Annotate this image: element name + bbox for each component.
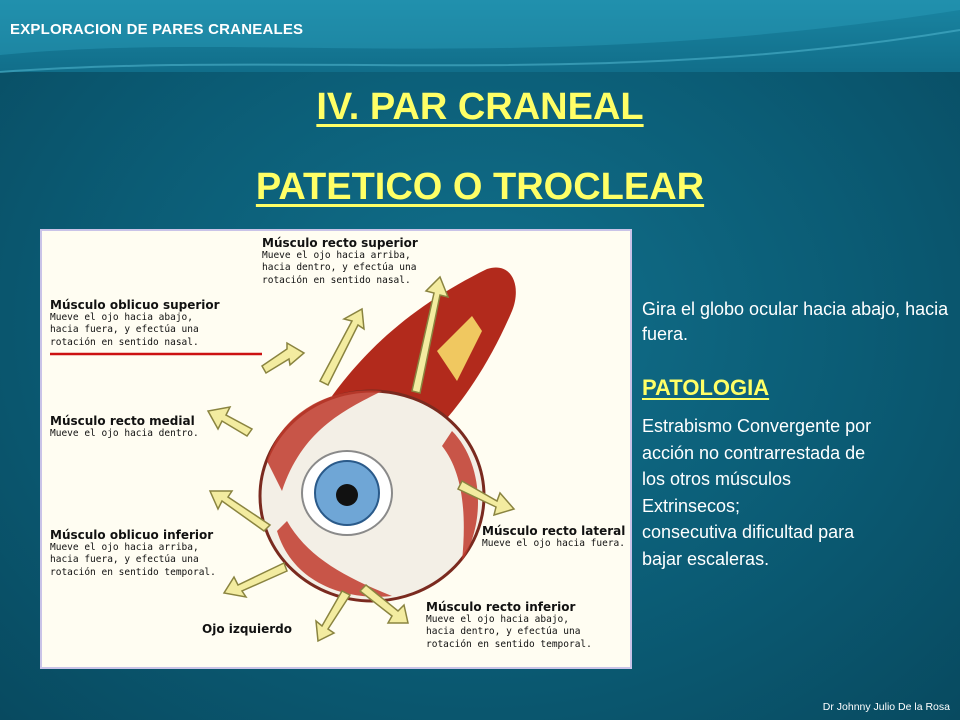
label-desc: Mueve el ojo hacia abajo, hacia dentro, y efectúa una rotación en sentido temporal.	[426, 613, 592, 650]
label-ojo-izquierdo: Ojo izquierdo	[202, 622, 292, 636]
label-oblicuo-superior	[50, 299, 220, 349]
label-name: Músculo recto medial	[50, 414, 195, 428]
patologia-line: Estrabismo Convergente por	[642, 416, 872, 436]
arrow-oblique-sup	[262, 343, 304, 373]
page-subtitle: PATETICO O TROCLEAR	[255, 166, 705, 208]
label-desc: Mueve el ojo hacia fuera.	[482, 537, 625, 549]
patologia-body	[642, 413, 952, 572]
label-name: Músculo recto inferior	[426, 600, 576, 614]
label-name: Músculo oblicuo superior	[50, 298, 220, 312]
patologia-line: bajar escaleras.	[642, 548, 770, 569]
patologia-line: acción no contrarrestada de	[642, 442, 866, 463]
arrow-medial	[208, 407, 252, 436]
arrow-down	[316, 591, 350, 641]
label-desc: Mueve el ojo hacia arriba, hacia dentro, y efectúa una rotación en sentido nasal.	[262, 249, 417, 286]
label-recto-superior	[262, 237, 418, 287]
footer-author: Dr Johnny Julio De la Rosa	[822, 701, 950, 713]
patologia-heading: PATOLOGIA	[642, 375, 770, 400]
label-oblicuo-inferior	[50, 529, 216, 579]
label-recto-lateral	[482, 525, 625, 550]
label-desc: Mueve el ojo hacia abajo, hacia fuera, y efectúa una rotación en sentido nasal.	[50, 311, 199, 348]
label-desc: Mueve el ojo hacia arriba, hacia fuera, y efectúa una rotación en sentido temporal.	[50, 541, 216, 578]
header-swoosh	[0, 0, 960, 80]
label-name: Músculo recto superior	[262, 236, 418, 250]
label-recto-medial	[50, 415, 199, 440]
function-description: Gira el globo ocular hacia abajo, hacia fuera.	[642, 299, 949, 344]
patologia-line: los otros músculos	[642, 469, 792, 489]
eye-muscles-figure	[40, 229, 632, 669]
label-name: Músculo oblicuo inferior	[50, 528, 214, 542]
label-desc: Mueve el ojo hacia dentro.	[50, 427, 199, 439]
page-title: IV. PAR CRANEAL	[316, 86, 644, 128]
patologia-line: Extrinsecos;	[642, 495, 741, 516]
label-recto-inferior	[426, 601, 592, 651]
header-title: EXPLORACION DE PARES CRANEALES	[10, 21, 304, 38]
label-name: Músculo recto lateral	[482, 524, 626, 538]
patologia-line: consecutiva dificultad para	[642, 522, 855, 542]
arrow-down-left	[224, 563, 287, 597]
pupil	[336, 484, 358, 506]
